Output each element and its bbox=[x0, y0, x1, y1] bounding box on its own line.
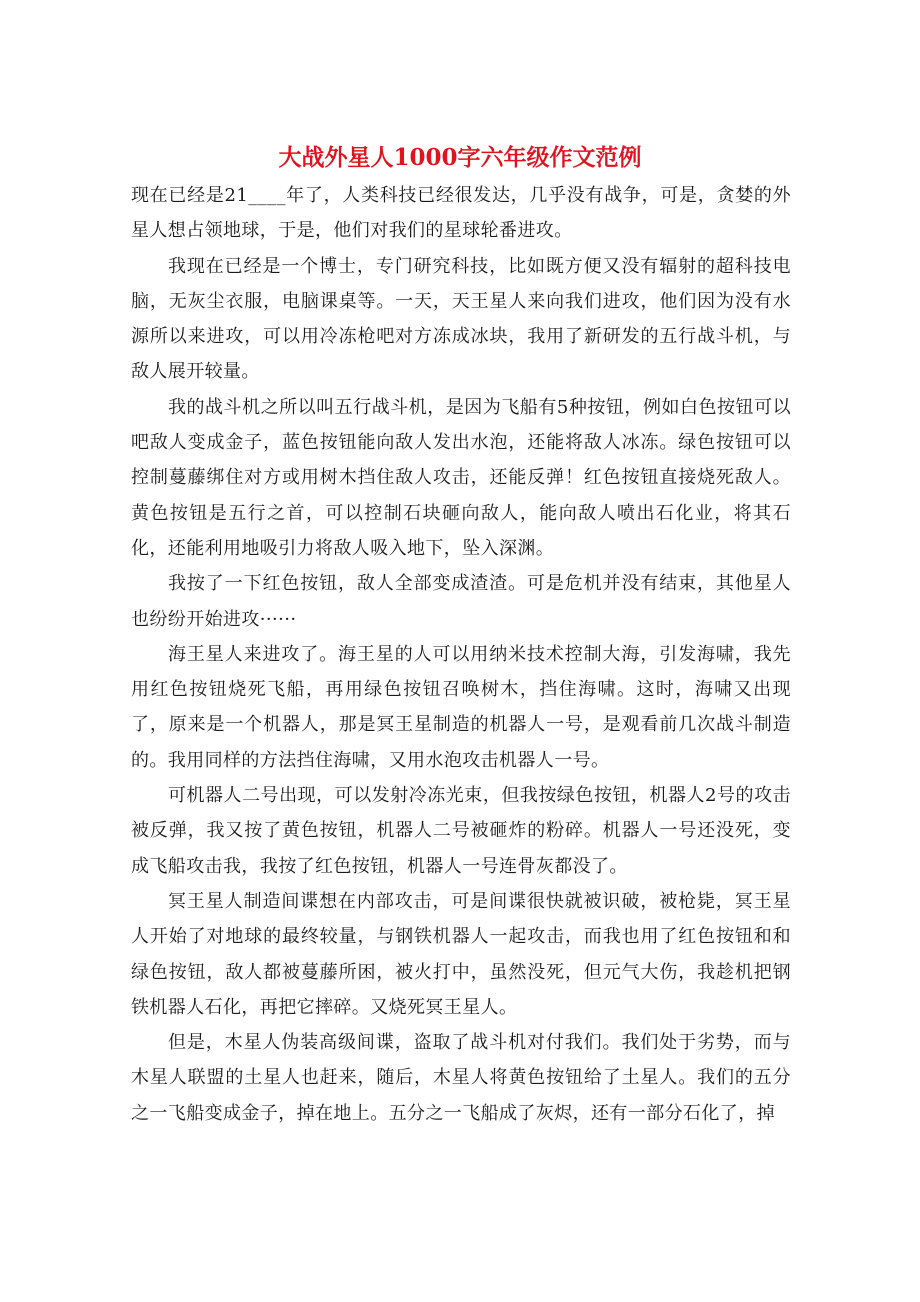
paragraph-5: 海王星人来进攻了。海王星的人可以用纳米技术控制大海，引发海啸，我先用红色按钮烧死飞船，再用绿色按钮召唤树木，挡住海啸。这时，海啸又出现了，原来是一个机器人，那是冥王星制造的机器人一号，是观看前几次战斗制造的。我用同样的方法挡住海啸，又用水泡攻击机器人一号。 bbox=[131, 643, 791, 771]
paragraph-1: 现在已经是21____年了，人类科技已经很发达，几乎没有战争，可是，贪婪的外星人想占领地球，于是，他们对我们的星球轮番进攻。 bbox=[131, 185, 791, 242]
paragraph-7: 冥王星人制造间谍想在内部攻击，可是间谍很快就被识破，被枪毙，冥王星人开始了对地球的最终较量，与钢铁机器人一起攻击，而我也用了红色按钮和和绿色按钮，敌人都被蔓藤所困，被火打中，虽然没死，但元气大伤，我趁机把钢铁机器人石化，再把它摔碎。又烧死冥王星人。 bbox=[131, 890, 791, 1018]
paragraph-2: 我现在已经是一个博士，专门研究科技，比如既方便又没有辐射的超科技电脑，无灰尘衣服，电脑课桌等。一天，天王星人来向我们进攻，他们因为没有水源所以来进攻，可以用冷冻枪吧对方冻成冰块，我用了新研发的五行战斗机，与敌人展开较量。 bbox=[131, 255, 791, 383]
essay-title: 大战外星人1000字六年级作文范例 bbox=[278, 144, 642, 171]
paragraph-8: 但是，木星人伪装高级间谍，盗取了战斗机对付我们。我们处于劣势，而与木星人联盟的土星人也赶来，随后，木星人将黄色按钮给了土星人。我们的五分之一飞船变成金子，掉在地上。五分之一飞船成了灰烬，还有一部分石化了，掉 bbox=[131, 1032, 791, 1124]
essay-body bbox=[131, 178, 791, 1131]
paragraph-3: 我的战斗机之所以叫五行战斗机，是因为飞船有5种按钮，例如白色按钮可以吧敌人变成金子，蓝色按钮能向敌人发出水泡，还能将敌人冰冻。绿色按钮可以控制蔓藤绑住对方或用树木挡住敌人攻击，还能反弹！红色按钮直接烧死敌人。黄色按钮是五行之首，可以控制石块砸向敌人，能向敌人喷出石化业，将其石化，还能利用地吸引力将敌人吸入地下，坠入深渊。 bbox=[131, 396, 791, 559]
paragraph-6: 可机器人二号出现，可以发射冷冻光束，但我按绿色按钮，机器人2号的攻击被反弹，我又按了黄色按钮，机器人二号被砸炸的粉碎。机器人一号还没死，变成飞船攻击我，我按了红色按钮，机器人一号连骨灰都没了。 bbox=[131, 785, 791, 877]
paragraph-4: 我按了一下红色按钮，敌人全部变成渣渣。可是危机并没有结束，其他星人也纷纷开始进攻······ bbox=[131, 573, 791, 630]
